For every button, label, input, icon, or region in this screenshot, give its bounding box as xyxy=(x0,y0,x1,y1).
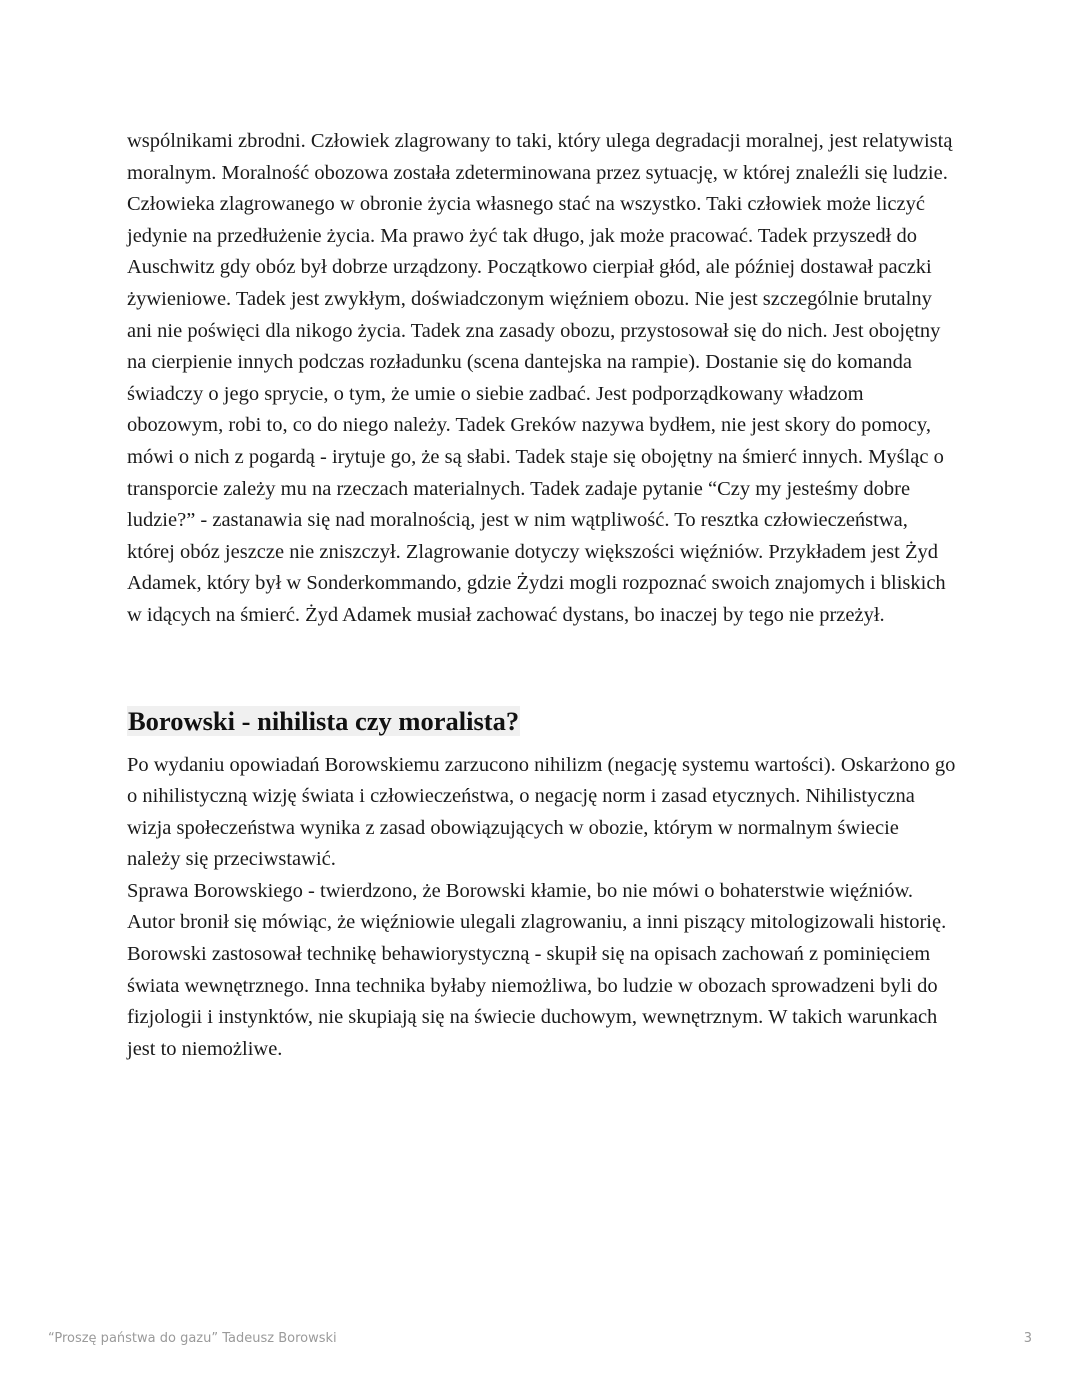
page-footer xyxy=(48,1331,1032,1351)
page-body xyxy=(127,126,957,1065)
body-paragraph: Borowski zastosował technikę behawiorystyczną - skupił się na opisach zachowań z pominięciem świata wewnętrznego. Inna technika byłaby niemożliwa, bo ludzie w obozach sprowadzeni byli do fizjologii i instynktów, nie skupiają się na świecie duchowym, wewnętrznym. W takich warunkach jest to niemożliwe. xyxy=(127,943,938,1060)
body-paragraph: Po wydaniu opowiadań Borowskiemu zarzucono nihilizm (negację systemu wartości). Oskarżono go o nihilistyczną wizję świata i człowieczeństwa, o negację norm i zasad etycznych. Nihilistyczna wizja społeczeństwa wynika z zasad obowiązujących w obozie, którym w normalnym świecie należy się przeciwstawić. xyxy=(127,753,956,871)
section-heading: Borowski - nihilista czy moralista? xyxy=(128,705,520,736)
page-number: 3 xyxy=(1023,1331,1032,1346)
body-paragraph: Sprawa Borowskiego - twierdzono, że Borowski kłamie, bo nie mówi o bohaterstwie więźniów. Autor bronił się mówiąc, że więźniowie ulegali zlagrowaniu, a inni piszący mitologizowali historię. xyxy=(127,879,947,934)
footer-document-title: “Proszę państwa do gazu” Tadeusz Borowski xyxy=(48,1331,337,1346)
body-paragraph: wspólnikami zbrodni. Człowiek zlagrowany to taki, który ulega degradacji moralnej, jest relatywistą moralnym. Moralność obozowa została zdeterminowana przez sytuację, w której znaleźli się ludzie. Człowieka zlagrowanego w obronie życia własnego stać na wszystko. Taki człowiek może liczyć jedynie na przedłużenie życia. Ma prawo żyć tak długo, jak może pracować. Tadek przyszedł do Auschwitz gdy obóz był dobrze urządzony. Początkowo cierpiał głód, ale później dostawał paczki żywieniowe. Tadek jest zwykłym, doświadczonym więźniem obozu. Nie jest szczególnie brutalny ani nie poświęci dla nikogo życia. Tadek zna zasady obozu, przystosował się do nich. Jest obojętny na cierpienie innych podczas rozładunku (scena dantejska na rampie). Dostanie się do komanda świadczy o jego sprycie, o tym, że umie o siebie zadbać. Jest podporządkowany władzom obozowym, robi to, co do niego należy. Tadek Greków nazywa bydłem, nie jest skory do pomocy, mówi o nich z pogardą - irytuje go, że są słabi. Tadek staje się obojętny na śmierć innych. Myśląc o transporcie zależy mu na rzeczach materialnych. Tadek zadaje pytanie “Czy my jesteśmy dobre ludzie?” - zastanawia się nad moralnością, jest w nim wątpliwość. To resztka człowieczeństwa, której obóz jeszcze nie zniszczył. Zlagrowanie dotyczy większości więźniów. Przykładem jest Żyd Adamek, który był w Sonderkommando, gdzie Żydzi mogli rozpoznać swoich znajomych i bliskich w idących na śmierć. Żyd Adamek musiał zachować dystans, bo inaczej by tego nie przeżył. xyxy=(127,130,953,626)
section-heading-wrapper xyxy=(127,703,957,742)
